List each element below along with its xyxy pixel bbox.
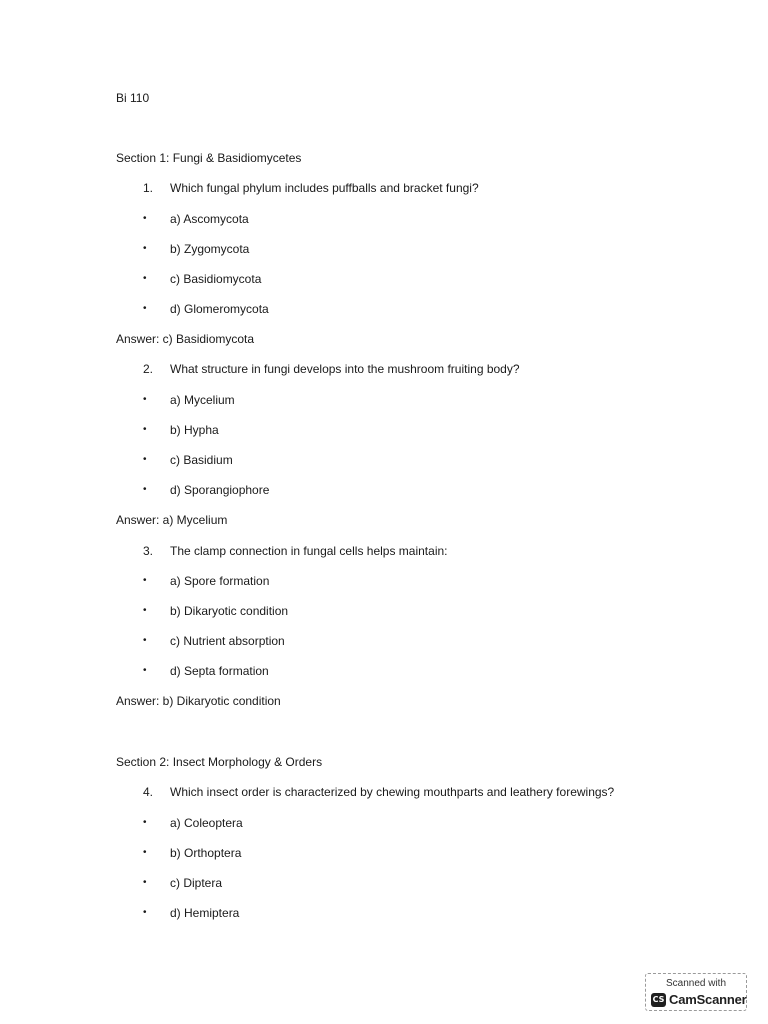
option-item: b) Zygomycota (170, 242, 250, 256)
bullet: • (143, 665, 147, 676)
bullet: • (143, 907, 147, 918)
question-text: The clamp connection in fungal cells helps maintain: (170, 544, 448, 558)
bullet: • (143, 484, 147, 495)
question-number: 1. (143, 181, 154, 195)
camscanner-watermark (645, 973, 747, 1011)
question-text: What structure in fungi develops into the mushroom fruiting body? (170, 362, 520, 376)
course-title: Bi 110 (116, 91, 150, 105)
option-item: a) Mycelium (170, 393, 235, 407)
answer-line: Answer: a) Mycelium (116, 513, 228, 527)
bullet: • (143, 243, 147, 254)
bullet: • (143, 273, 147, 284)
option-item: d) Septa formation (170, 664, 269, 678)
bullet: • (143, 213, 147, 224)
camscanner-logo-icon: CS (651, 993, 666, 1007)
question-text: Which insect order is characterized by chewing mouthparts and leathery forewings? (170, 785, 615, 799)
bullet: • (143, 575, 147, 586)
option-item: d) Hemiptera (170, 906, 240, 920)
watermark-caption: Scanned with (665, 978, 727, 989)
bullet: • (143, 394, 147, 405)
bullet: • (143, 454, 147, 465)
section-2-title: Section 2: Insect Morphology & Orders (116, 755, 323, 769)
option-item: b) Hypha (170, 423, 219, 437)
question-text: Which fungal phylum includes puffballs and bracket fungi? (170, 181, 479, 195)
bullet: • (143, 303, 147, 314)
bullet: • (143, 877, 147, 888)
option-item: c) Basidium (170, 453, 233, 467)
option-item: c) Basidiomycota (170, 272, 262, 286)
watermark-brand: CamScanner (669, 992, 747, 1007)
bullet: • (143, 605, 147, 616)
bullet: • (143, 635, 147, 646)
option-item: d) Sporangiophore (170, 483, 270, 497)
section-1-title: Section 1: Fungi & Basidiomycetes (116, 151, 302, 165)
option-item: c) Nutrient absorption (170, 634, 285, 648)
bullet: • (143, 424, 147, 435)
answer-line: Answer: c) Basidiomycota (116, 332, 255, 346)
option-item: a) Ascomycota (170, 212, 249, 226)
option-item: a) Coleoptera (170, 816, 243, 830)
bullet: • (143, 847, 147, 858)
option-item: c) Diptera (170, 876, 223, 890)
option-item: b) Orthoptera (170, 846, 242, 860)
question-number: 2. (143, 362, 154, 376)
question-number: 4. (143, 785, 154, 799)
option-item: d) Glomeromycota (170, 302, 269, 316)
option-item: a) Spore formation (170, 574, 270, 588)
bullet: • (143, 817, 147, 828)
option-item: b) Dikaryotic condition (170, 604, 289, 618)
answer-line: Answer: b) Dikaryotic condition (116, 694, 281, 708)
question-number: 3. (143, 544, 154, 558)
